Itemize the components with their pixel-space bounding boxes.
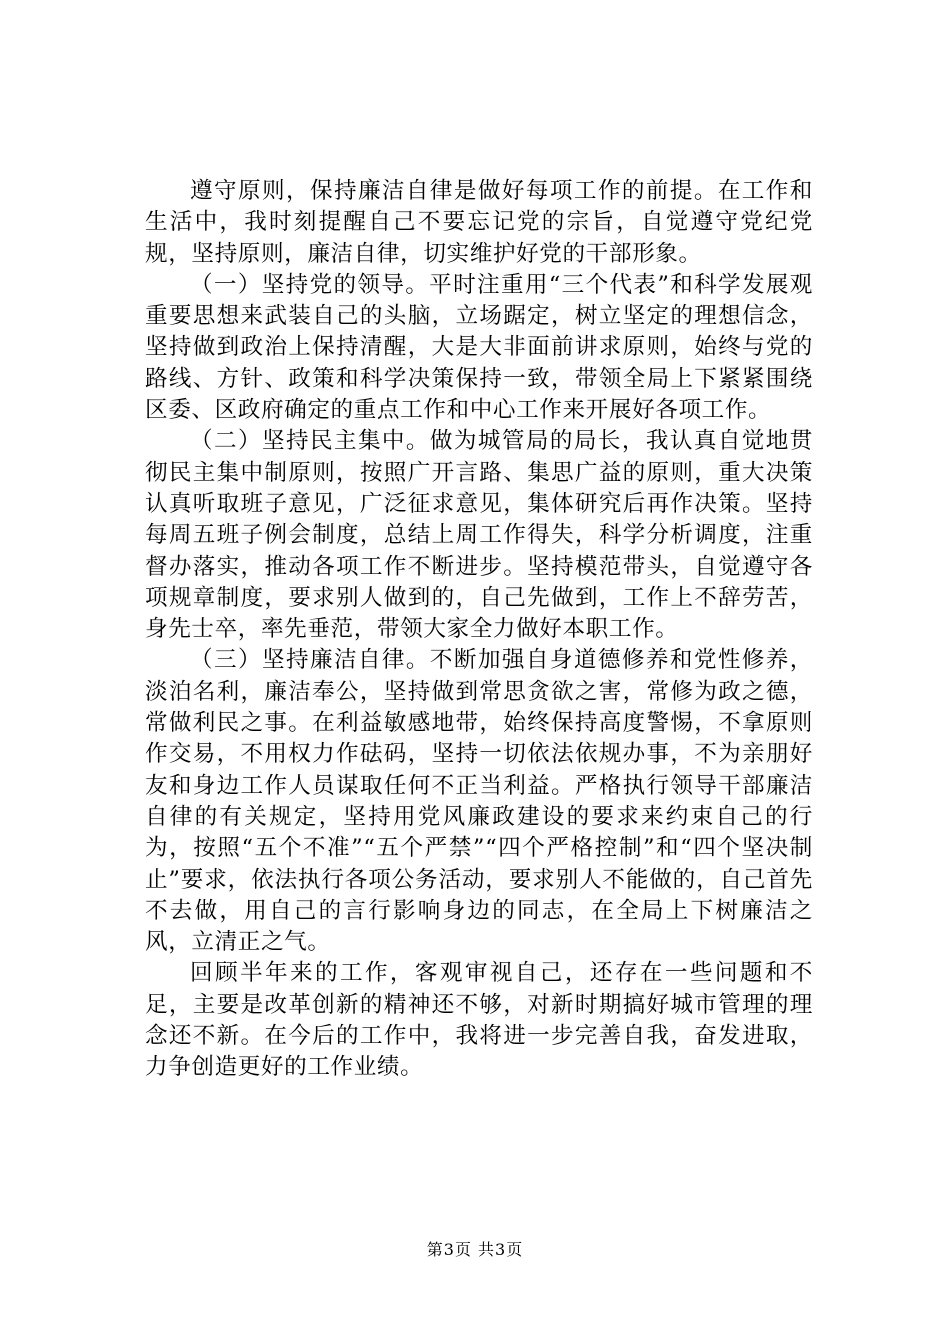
paragraph-democratic-centralism: （二）坚持民主集中。做为城管局的局长，我认真自觉地贯彻民主集中制原则，按照广开言路、集思广益的原则，重大决策认真听取班子意见，广泛征求意见，集体研究后再作决策。坚持每周五班子例会制度，总结上周工作得失，科学分析调度，注重督办落实，推动各项工作不断进步。坚持模范带头，自觉遵守各项规章制度，要求别人做到的，自己先做到，工作上不辞劳苦，身先士卒，率先垂范，带领大家全力做好本职工作。 <box>145 428 813 643</box>
page-number-footer: 第3页 共3页 <box>426 1240 524 1259</box>
paragraph-principles: 遵守原则，保持廉洁自律是做好每项工作的前提。在工作和生活中，我时刻提醒自己不要忘记党的宗旨，自觉遵守党纪党规，坚持原则，廉洁自律，切实维护好党的干部形象。 <box>145 178 813 267</box>
paragraph-review: 回顾半年来的工作，客观审视自己，还存在一些问题和不足，主要是改革创新的精神还不够，对新时期搞好城市管理的理念还不新。在今后的工作中，我将进一步完善自我，奋发进取，力争创造更好的工作业绩。 <box>145 960 813 1081</box>
paragraph-party-leadership: （一）坚持党的领导。平时注重用“三个代表”和科学发展观重要思想来武装自己的头脑，立场踞定，树立坚定的理想信念，坚持做到政治上保持清醒，大是大非面前讲求原则，始终与党的路线、方针、政策和科学决策保持一致，带领全局上下紧紧围绕区委、区政府确定的重点工作和中心工作来开展好各项工作。 <box>145 271 813 424</box>
paragraph-integrity: （三）坚持廉洁自律。不断加强自身道德修养和党性修养，淡泊名利，廉洁奉公，坚持做到常思贪欲之害，常修为政之德，常做利民之事。在利益敏感地带，始终保持高度警惕，不拿原则作交易，不用权力作砝码，坚持一切依法依规办事，不为亲朋好友和身边工作人员谋取任何不正当利益。严格执行领导干部廉洁自律的有关规定，坚持用党风廉政建设的要求来约束自己的行为，按照“五个不准”“五个严禁”“四个严格控制”和“四个坚决制止”要求，依法执行各项公务活动，要求别人不能做的，自己首先不去做，用自己的言行影响身边的同志，在全局上下树廉洁之风，立清正之气。 <box>145 647 813 956</box>
document-body <box>145 176 813 1084</box>
